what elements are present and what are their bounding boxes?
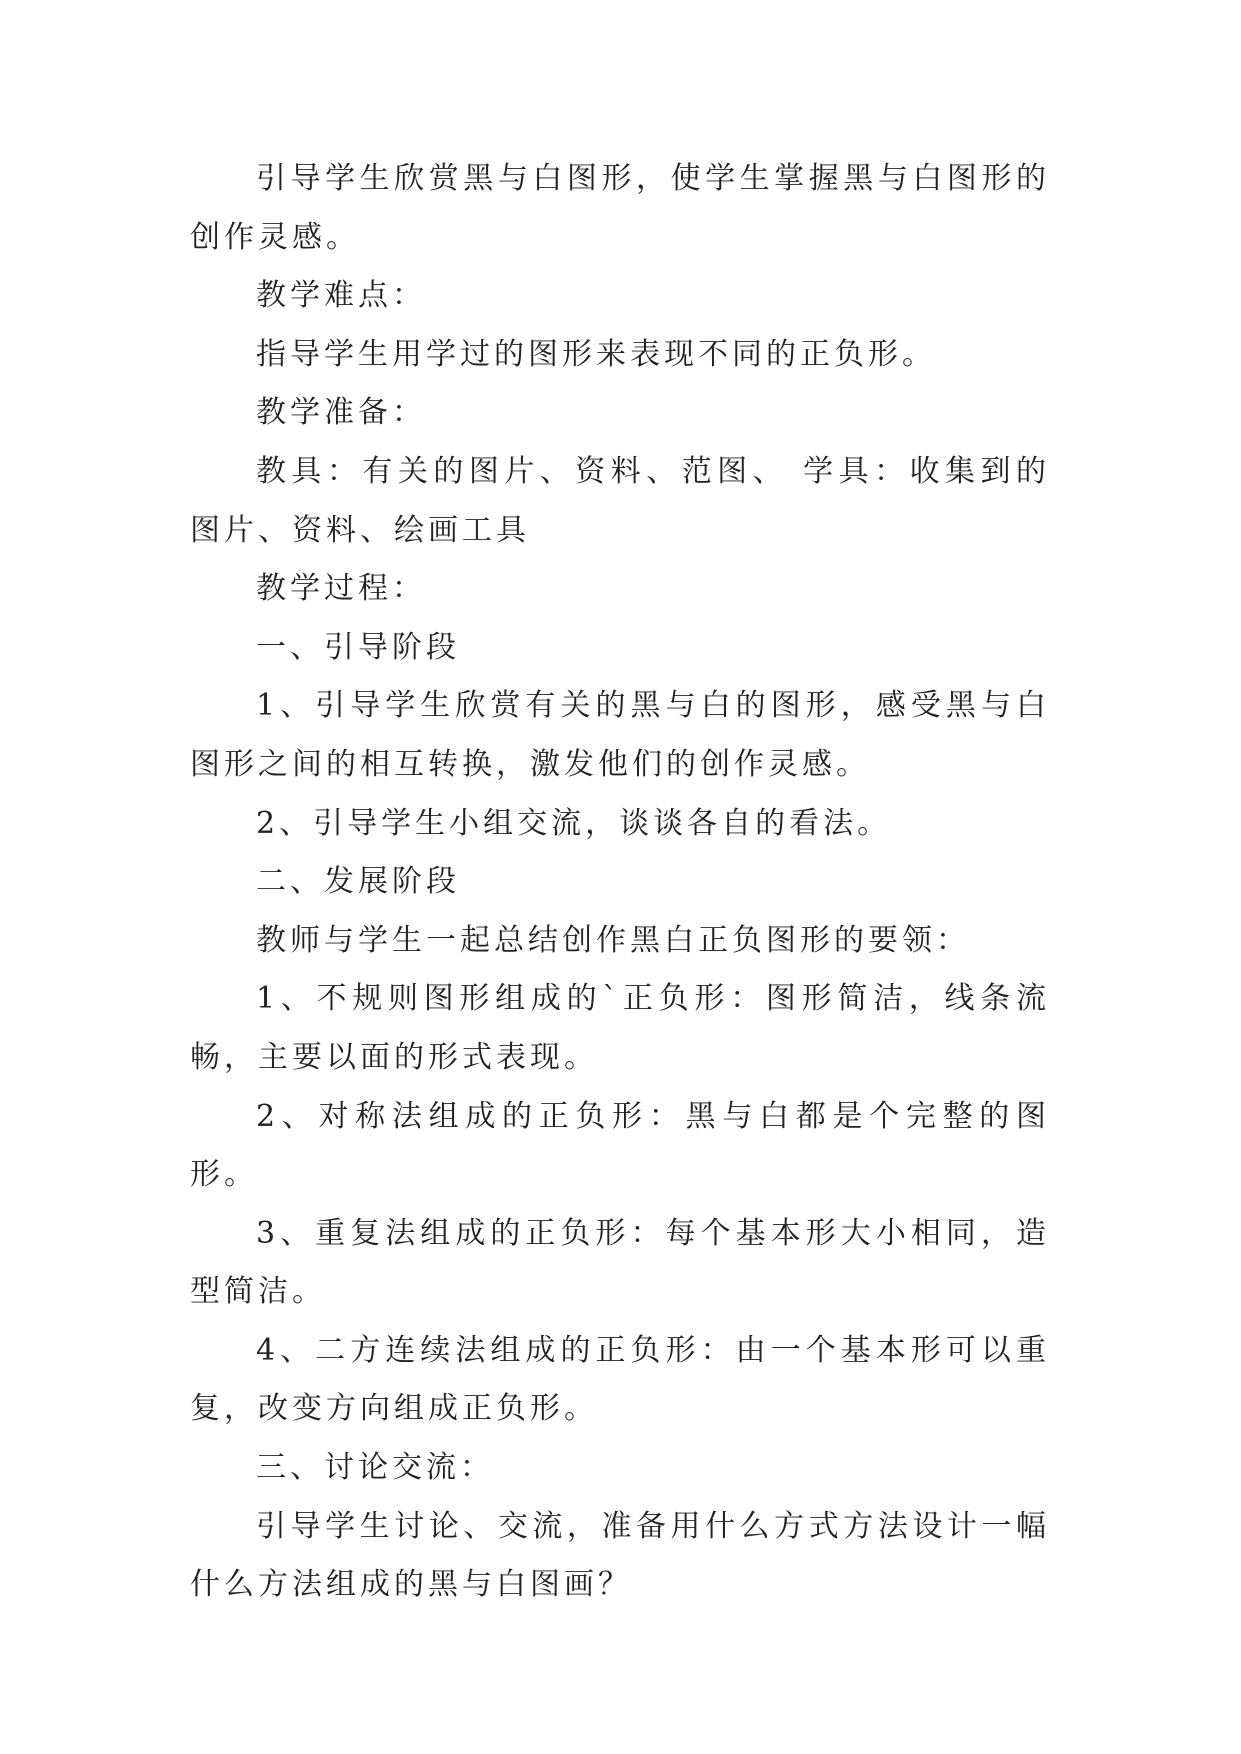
- list-item: 4、二方连续法组成的正负形：由一个基本形可以重复，改变方向组成正负形。: [190, 1332, 1050, 1427]
- section-heading-discussion: 三、讨论交流：: [256, 1450, 494, 1486]
- paragraph: 引导学生讨论、交流，准备用什么方式方法设计一幅什么方法组成的黑与白图画？: [190, 1508, 1050, 1603]
- list-item: 1、引导学生欣赏有关的黑与白的图形，感受黑与白图形之间的相互转换，激发他们的创作灵感。: [190, 688, 1050, 782]
- paragraph: 引导学生欣赏黑与白图形，使学生掌握黑与白图形的创作灵感。: [190, 161, 1050, 255]
- document-body: [190, 150, 1050, 1615]
- list-item: 1、不规则图形组成的`正负形：图形简洁，线条流畅，主要以面的形式表现。: [190, 981, 1050, 1075]
- list-item: 2、对称法组成的正负形：黑与白都是个完整的图形。: [190, 1098, 1050, 1193]
- list-item: 2、引导学生小组交流，谈谈各自的看法。: [256, 805, 892, 841]
- list-item: 3、重复法组成的正负形：每个基本形大小相同，造型简洁。: [190, 1215, 1050, 1310]
- heading-teaching-process: 教学过程：: [256, 571, 426, 607]
- heading-teaching-difficulty: 教学难点：: [256, 278, 426, 314]
- section-heading-guidance: 一、引导阶段: [256, 629, 460, 665]
- heading-teaching-preparation: 教学准备：: [256, 395, 426, 431]
- paragraph: 指导学生用学过的图形来表现不同的正负形。: [256, 336, 936, 372]
- section-heading-development: 二、发展阶段: [256, 864, 460, 900]
- paragraph: 教师与学生一起总结创作黑白正负图形的要领：: [256, 922, 970, 958]
- paragraph: 教具：有关的图片、资料、范图、 学具：收集到的图片、资料、绘画工具: [190, 453, 1050, 548]
